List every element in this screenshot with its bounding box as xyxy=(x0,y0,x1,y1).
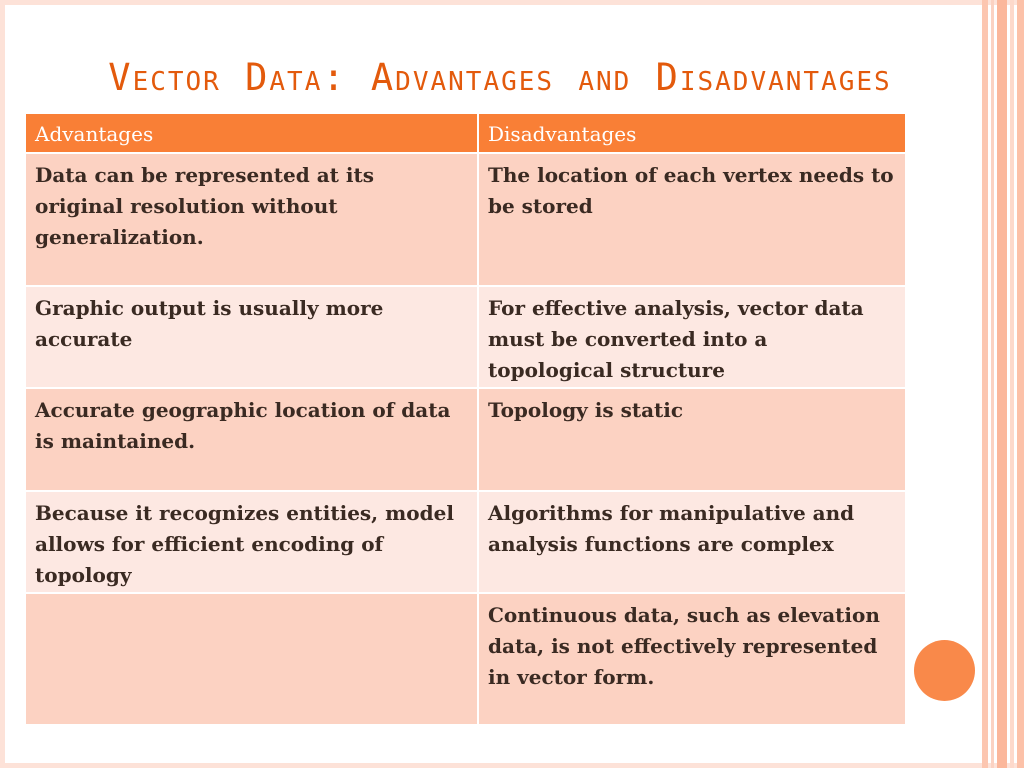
disadvantage-cell: Algorithms for manipulative and analysis functions are complex xyxy=(478,491,906,593)
disadvantage-cell: For effective analysis, vector data must be converted into a topological structure xyxy=(478,286,906,388)
header-advantages: Advantages xyxy=(25,113,478,153)
table-row xyxy=(25,491,906,593)
slide-title: Vector Data: Advantages and Disadvantages xyxy=(108,56,892,99)
decorative-circle xyxy=(914,640,975,701)
comparison-table xyxy=(24,112,907,726)
disadvantage-cell: Continuous data, such as elevation data, is not effectively represented in vector form. xyxy=(478,593,906,725)
table-row xyxy=(25,388,906,491)
table-header-row xyxy=(25,113,906,153)
table-row xyxy=(25,286,906,388)
decorative-stripes xyxy=(982,0,1024,768)
advantage-cell xyxy=(25,593,478,725)
disadvantage-cell: The location of each vertex needs to be stored xyxy=(478,153,906,286)
advantage-cell: Data can be represented at its original resolution without generalization. xyxy=(25,153,478,286)
table-row xyxy=(25,593,906,725)
advantage-cell: Because it recognizes entities, model allows for efficient encoding of topology xyxy=(25,491,478,593)
disadvantage-cell: Topology is static xyxy=(478,388,906,491)
advantage-cell: Graphic output is usually more accurate xyxy=(25,286,478,388)
advantage-cell: Accurate geographic location of data is maintained. xyxy=(25,388,478,491)
header-disadvantages: Disadvantages xyxy=(478,113,906,153)
table-row xyxy=(25,153,906,286)
